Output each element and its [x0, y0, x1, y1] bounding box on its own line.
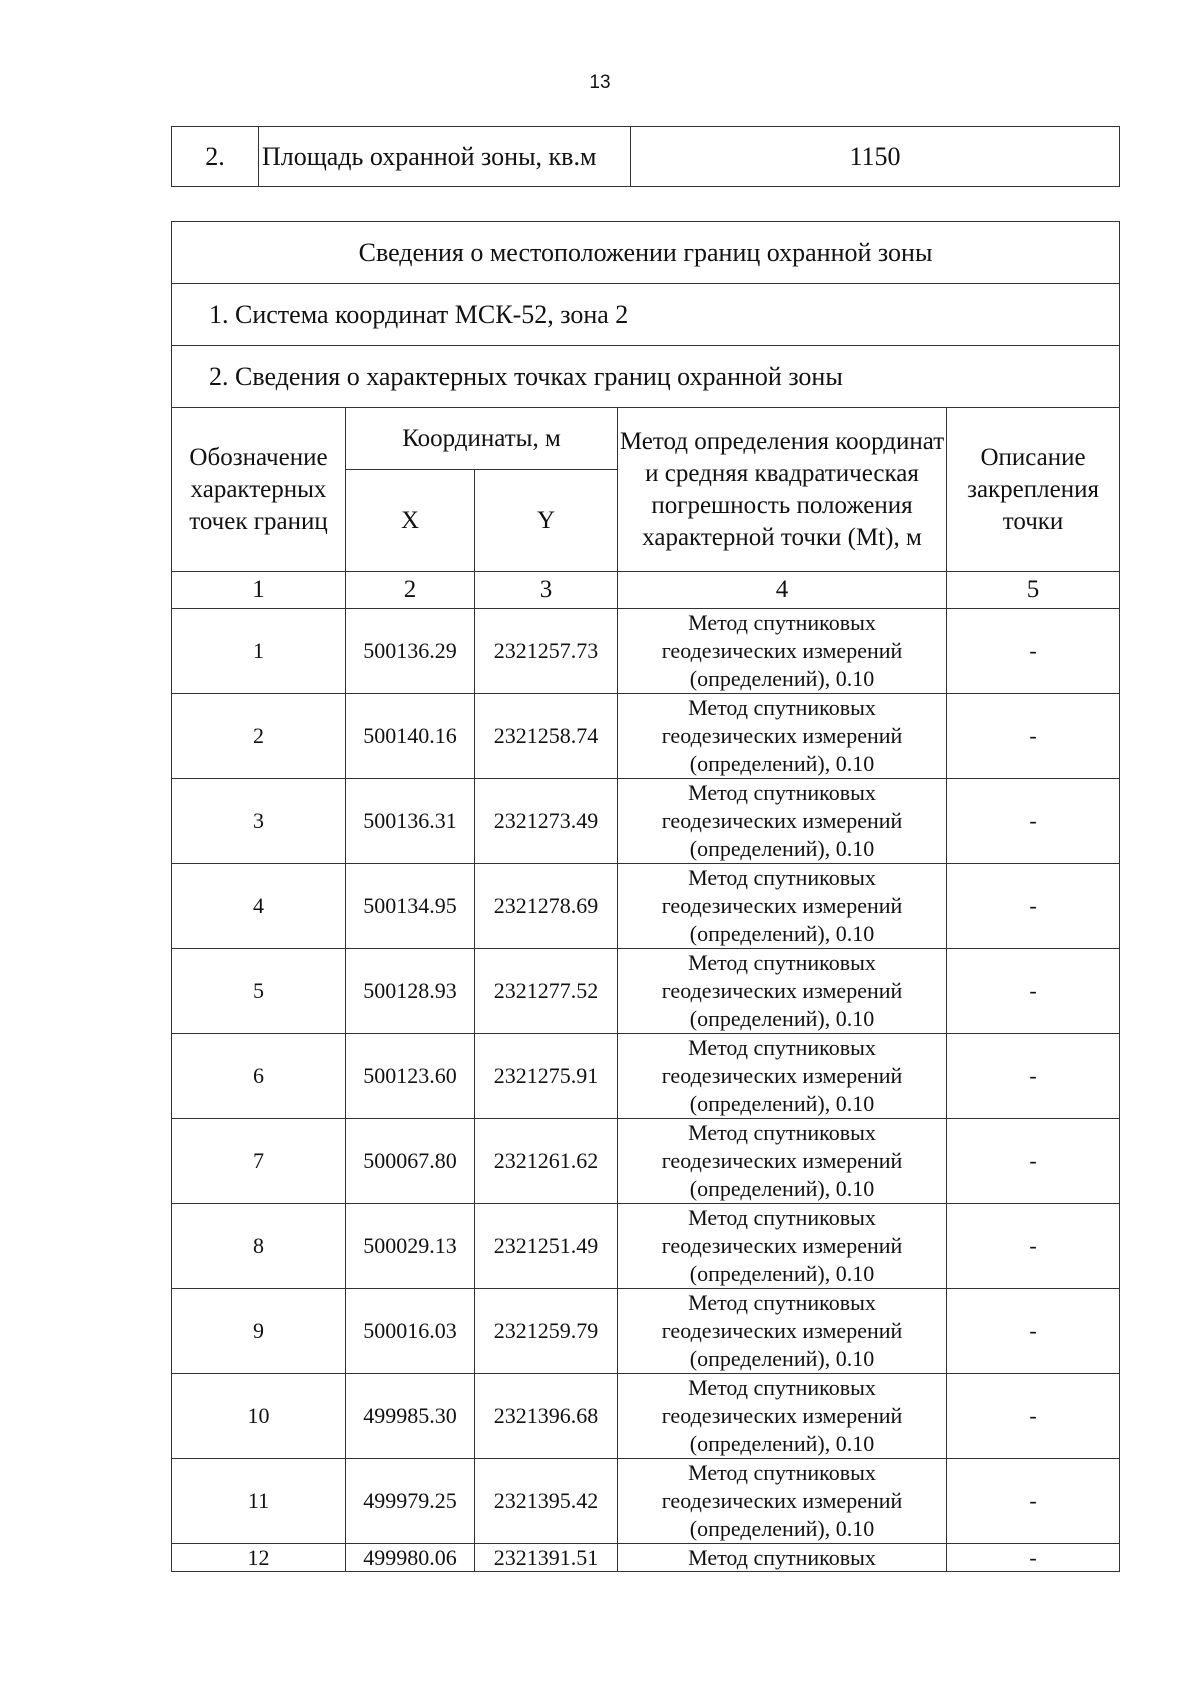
point-id: 1 — [172, 609, 346, 694]
point-x: 500134.95 — [346, 864, 475, 949]
point-id: 7 — [172, 1119, 346, 1204]
coordinates-table — [171, 221, 1120, 1572]
point-description: - — [947, 864, 1120, 949]
table-row — [172, 949, 1120, 1034]
point-description: - — [947, 1289, 1120, 1374]
column-number: 3 — [475, 572, 618, 609]
point-y: 2321273.49 — [475, 779, 618, 864]
point-y: 2321391.51 — [475, 1544, 618, 1572]
point-method: Метод спутниковых геодезических измерений (определений), 0.10 — [618, 1034, 947, 1119]
point-id: 11 — [172, 1459, 346, 1544]
point-x: 499980.06 — [346, 1544, 475, 1572]
point-id: 12 — [172, 1544, 346, 1572]
column-numbers-row — [172, 572, 1120, 609]
point-y: 2321261.62 — [475, 1119, 618, 1204]
point-description: - — [947, 1544, 1120, 1572]
point-id: 10 — [172, 1374, 346, 1459]
point-x: 500067.80 — [346, 1119, 475, 1204]
point-description: - — [947, 1204, 1120, 1289]
point-description: - — [947, 1459, 1120, 1544]
header-coordinates: Координаты, м — [346, 408, 618, 470]
coordinate-system: 1. Система координат МСК-52, зона 2 — [172, 284, 1120, 346]
table-row — [172, 609, 1120, 694]
column-number: 4 — [618, 572, 947, 609]
point-x: 499985.30 — [346, 1374, 475, 1459]
header-designation: Обозначение характерных точек границ — [172, 408, 346, 572]
page-number: 13 — [589, 72, 611, 93]
point-id: 6 — [172, 1034, 346, 1119]
point-y: 2321258.74 — [475, 694, 618, 779]
point-id: 8 — [172, 1204, 346, 1289]
point-description: - — [947, 694, 1120, 779]
point-y: 2321395.42 — [475, 1459, 618, 1544]
header-x: X — [346, 470, 475, 572]
area-row-value: 1150 — [631, 127, 1120, 187]
area-row-number: 2. — [172, 127, 259, 187]
point-description: - — [947, 949, 1120, 1034]
column-number: 5 — [947, 572, 1120, 609]
point-y: 2321257.73 — [475, 609, 618, 694]
table-row — [172, 1289, 1120, 1374]
points-title: 2. Сведения о характерных точках границ охранной зоны — [172, 346, 1120, 408]
table-row — [172, 1374, 1120, 1459]
point-x: 500123.60 — [346, 1034, 475, 1119]
table-row — [172, 864, 1120, 949]
point-y: 2321396.68 — [475, 1374, 618, 1459]
area-row-label: Площадь охранной зоны, кв.м — [259, 127, 631, 187]
point-y: 2321278.69 — [475, 864, 618, 949]
point-description: - — [947, 1034, 1120, 1119]
table-row — [172, 1459, 1120, 1544]
column-number: 1 — [172, 572, 346, 609]
table-row — [172, 1034, 1120, 1119]
point-x: 500016.03 — [346, 1289, 475, 1374]
point-method: Метод спутниковых геодезических измерений (определений), 0.10 — [618, 609, 947, 694]
point-description: - — [947, 609, 1120, 694]
point-method: Метод спутниковых геодезических измерений (определений), 0.10 — [618, 1289, 947, 1374]
point-id: 5 — [172, 949, 346, 1034]
point-method: Метод спутниковых геодезических измерений (определений), 0.10 — [618, 864, 947, 949]
point-method: Метод спутниковых геодезических измерений (определений), 0.10 — [618, 1204, 947, 1289]
area-table — [171, 126, 1120, 187]
point-x: 500128.93 — [346, 949, 475, 1034]
table-row — [172, 694, 1120, 779]
point-y: 2321277.52 — [475, 949, 618, 1034]
point-method: Метод спутниковых геодезических измерений (определений), 0.10 — [618, 1119, 947, 1204]
point-method: Метод спутниковых геодезических измерений (определений), 0.10 — [618, 1459, 947, 1544]
header-y: Y — [475, 470, 618, 572]
point-x: 500140.16 — [346, 694, 475, 779]
point-description: - — [947, 1374, 1120, 1459]
point-y: 2321251.49 — [475, 1204, 618, 1289]
point-method: Метод спутниковых геодезических измерений (определений), 0.10 — [618, 1374, 947, 1459]
point-method: Метод спутниковых — [618, 1544, 947, 1572]
point-y: 2321275.91 — [475, 1034, 618, 1119]
point-x: 499979.25 — [346, 1459, 475, 1544]
section-title: Сведения о местоположении границ охранной зоны — [172, 222, 1120, 284]
point-id: 3 — [172, 779, 346, 864]
point-description: - — [947, 1119, 1120, 1204]
point-id: 9 — [172, 1289, 346, 1374]
header-method: Метод определения координат и средняя квадратическая погрешность положения характерной точки (Mt), м — [618, 408, 947, 572]
table-row — [172, 779, 1120, 864]
point-description: - — [947, 779, 1120, 864]
point-method: Метод спутниковых геодезических измерений (определений), 0.10 — [618, 779, 947, 864]
table-row — [172, 1544, 1120, 1572]
area-row — [172, 127, 1120, 187]
point-id: 4 — [172, 864, 346, 949]
point-x: 500029.13 — [346, 1204, 475, 1289]
table-row — [172, 1204, 1120, 1289]
point-x: 500136.31 — [346, 779, 475, 864]
table-row — [172, 1119, 1120, 1204]
point-y: 2321259.79 — [475, 1289, 618, 1374]
column-number: 2 — [346, 572, 475, 609]
point-x: 500136.29 — [346, 609, 475, 694]
point-method: Метод спутниковых геодезических измерений (определений), 0.10 — [618, 949, 947, 1034]
header-description: Описание закрепления точки — [947, 408, 1120, 572]
point-id: 2 — [172, 694, 346, 779]
point-method: Метод спутниковых геодезических измерений (определений), 0.10 — [618, 694, 947, 779]
